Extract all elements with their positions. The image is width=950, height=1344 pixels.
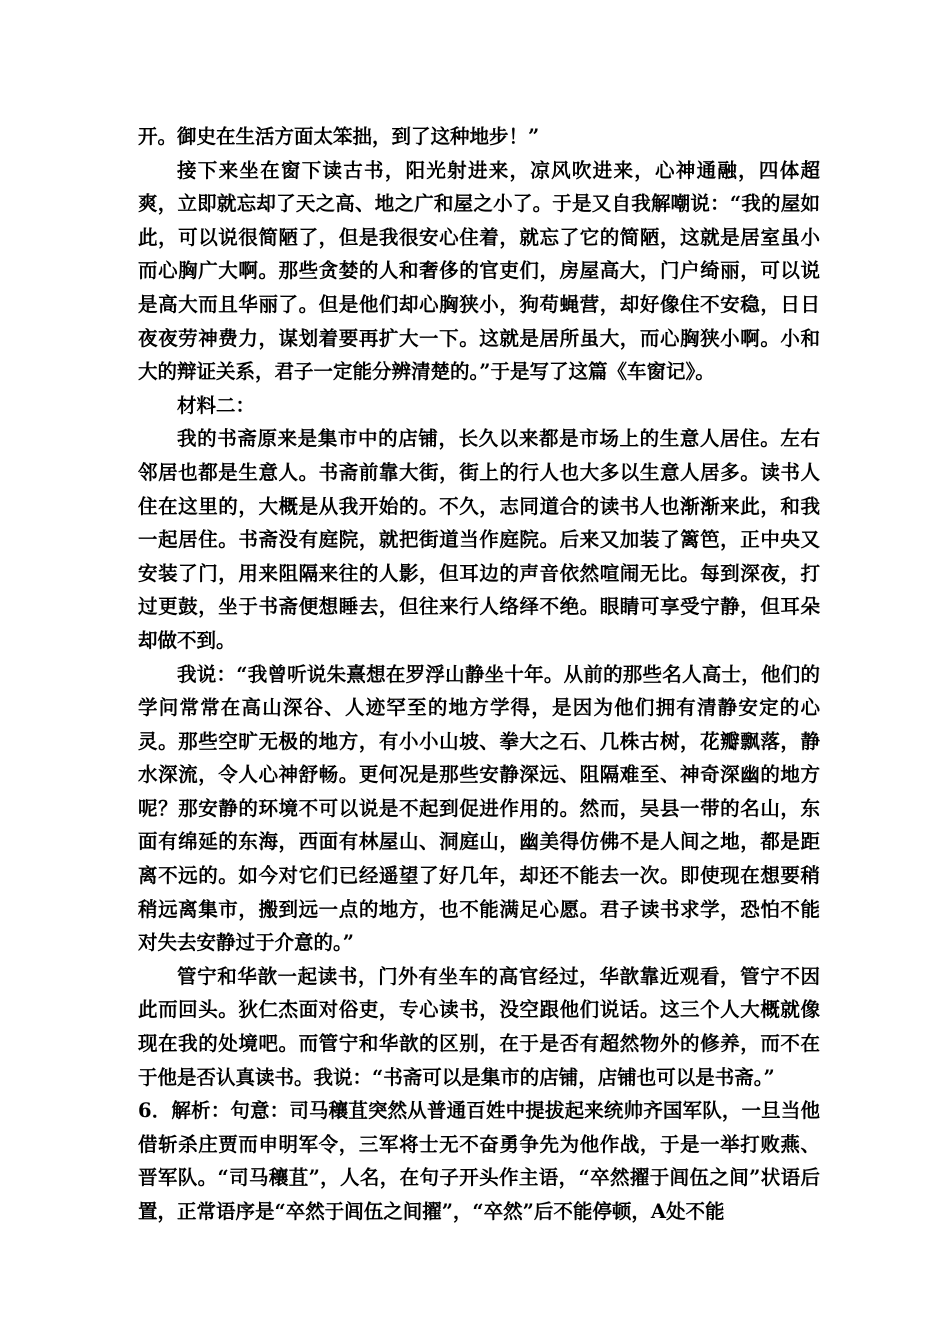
paragraph-reading: 接下来坐在窗下读古书，阳光射进来，凉风吹进来，心神通融，四体超爽，立即就忘却了天之高、地之广和屋之小了。于是又自我解嘲说：“我的屋如此，可以说很简陋了，但是我很安心住着，就忘了它的简陋，这就是居室虽小而心胸广大啊。那些贪婪的人和奢侈的官吏们，房屋高大，门户绮丽，可以说是高大而且华丽了。但是他们却心胸狭小，狗苟蝇营，却好像住不安稳，日日夜夜劳神费力，谋划着要再扩大一下。这就是居所虽大，而心胸狭小啊。小和大的辩证关系，君子一定能分辨清楚的。”于是写了这篇《车窗记》。 [138,158,820,384]
paragraph-continuation: 开。御史在生活方面太笨拙，到了这种地步！” [138,125,540,148]
paragraph-i-said: 我说：“我曾听说朱熹想在罗浮山静坐十年。从前的那些名人高士，他们的学问常常在高山深谷、人迹罕至的地方学得，是因为他们拥有清静安定的心灵。那些空旷无极的地方，有小小山坡、拳大之石、几株古树，花瓣飘落，静水深流，令人心神舒畅。更何况是那些安静深远、阻隔难至、神奇深幽的地方呢？那安静的环境不可以说是不起到促进作用的。然而，吴县一带的名山，东面有绵延的东海，西面有林屋山、洞庭山，幽美得仿佛不是人间之地，都是距离不远的。如今对它们已经遥望了好几年，却还不能去一次。即使现在想要稍稍远离集市，搬到远一点的地方，也不能满足心愿。君子读书求学，恐怕不能对失去安静过于介意的。” [138,662,820,955]
paragraph-study-room: 我的书斋原来是集市中的店铺，长久以来都是市场上的生意人居住。左右邻居也都是生意人。书斋前靠大街，街上的行人也大多以生意人居多。读书人住在这里的，大概是从我开始的。不久，志同道合的读书人也渐渐来此，和我一起居住。书斋没有庭院，就把街道当作庭院。后来又加装了篱笆，正中央又安装了门，用来阻隔来往的人影，但耳边的声音依然喧闹无比。每到深夜，打过更鼓，坐于书斋便想睡去，但往来行人络绎不绝。眼睛可享受宁静，但耳朵却做不到。 [138,427,820,652]
paragraph-answer-analysis: 6．解析：句意：司马穰苴突然从普通百姓中提拔起来统帅齐国军队，一旦当他借斩杀庄贾而申明军令，三军将士无不奋勇争先为他作战，于是一举打败燕、晋军队。“司马穰苴”，人名，在句子开头作主语，“卒然擢于闾伍之间”状语后置，正常语序是“卒然于闾伍之间擢”，“卒然”后不能停顿，A处不能 [138,1099,820,1223]
document-page [138,120,820,1229]
section-heading-material-two: 材料二： [177,393,256,417]
paragraph-guan-ning: 管宁和华歆一起读书，门外有坐车的高官经过，华歆靠近观看，管宁不因此而回头。狄仁杰面对俗吏，专心读书，没空跟他们说话。这三个人大概就像现在我的处境吧。而管宁和华歆的区别，在于是否有超然物外的修养，而不在于他是否认真读书。我说：“书斋可以是集市的店铺，店铺也可以是书斋。” [138,964,820,1089]
